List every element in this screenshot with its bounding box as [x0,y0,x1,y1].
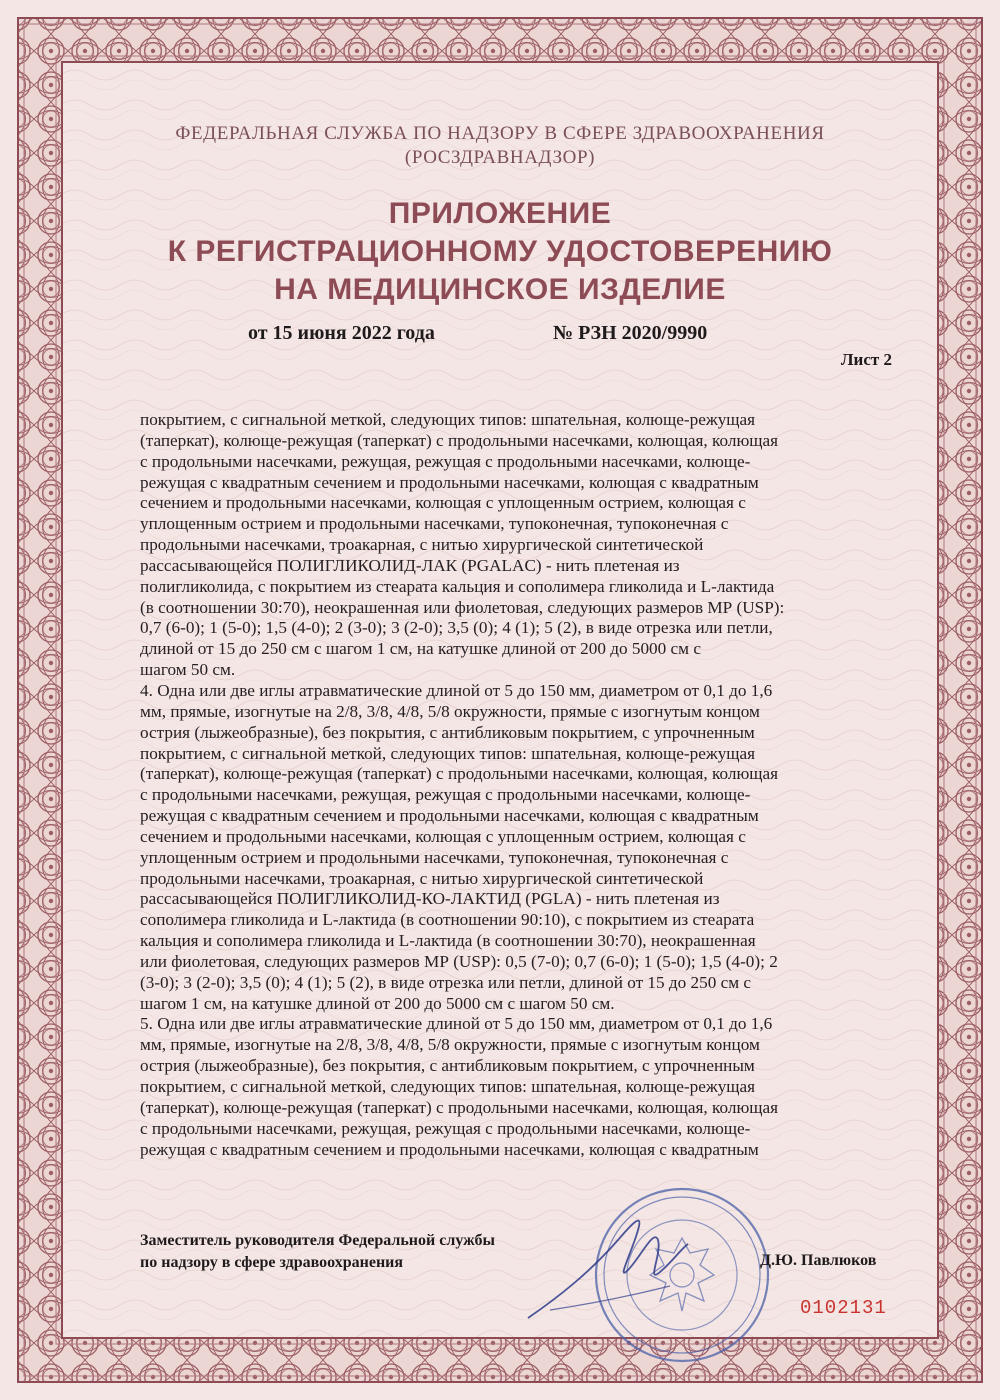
signature [520,1200,700,1330]
body-line: сополимера гликолида и L-лактида (в соотношении 90:10), с покрытием из стеарата [140,910,755,930]
body-line: покрытием, с сигнальной меткой, следующих типов: шпательная, колюще-режущая [140,743,756,763]
body-line: покрытием, с сигнальной меткой, следующих типов: шпательная, колюще-режущая [140,410,756,429]
body-line: или фиолетовая, следующих размеров МР (USP): 0,5 (7-0); 0,7 (6-0); 1 (5-0); 1,5 (4-0); 2 [140,951,778,971]
body-line: сечением и продольными насечками, колющая с уплощенным острием, колющая с [140,826,746,846]
body-line: (таперкат), колюще-режущая (таперкат) с продольными насечками, колющая, колющая [140,764,779,784]
body-line: шагом 50 см. [140,660,236,680]
body-line: 5. Одна или две иглы атравматические длиной от 5 до 150 мм, диаметром от 0,1 до 1,6 [140,1014,773,1034]
issue-date: от 15 июня 2022 года [248,322,435,344]
body-line: острия (лыжеобразные), без покрытия, с антибликовым покрытием, с упрочненным [140,722,755,742]
body-line: длиной от 15 до 250 см с шагом 1 см, на катушке длиной от 200 до 5000 см с [140,639,701,659]
signer-title [140,1230,495,1274]
body-line: покрытием, с сигнальной меткой, следующих типов: шпательная, колюще-режущая [140,1077,756,1096]
sheet-number: Лист 2 [840,350,892,369]
agency-abbr: (РОСЗДРАВНАДЗОР) [404,147,596,168]
body-line: режущая с квадратным сечением и продольными насечками, колющая с квадратным [140,806,759,826]
registration-number: № РЗН 2020/9990 [553,322,708,344]
body-line: рассасывающейся ПОЛИГЛИКОЛИД-ЛАК (PGALAC) - нить плетеная из [140,555,680,575]
body-line: 4. Одна или две иглы атравматические длиной от 5 до 150 мм, диаметром от 0,1 до 1,6 [140,680,773,700]
body-line: с продольными насечками, режущая, режущая с продольными насечками, колюще- [140,785,751,805]
body-line: режущая с квадратным сечением и продольными насечками, колющая с квадратным [140,1139,759,1159]
body-line: (таперкат), колюще-режущая (таперкат) с продольными насечками, колющая, колющая [140,1097,779,1117]
title-line-1: ПРИЛОЖЕНИЕ [388,197,612,230]
body-line: с продольными насечками, режущая, режущая с продольными насечками, колюще- [140,451,751,471]
signer-title-line-2: по надзору в сфере здравоохранения [140,1254,404,1271]
agency-name: ФЕДЕРАЛЬНАЯ СЛУЖБА ПО НАДЗОРУ В СФЕРЕ ЗДРАВООХРАНЕНИЯ [175,123,825,144]
body-line: (таперкат), колюще-режущая (таперкат) с продольными насечками, колющая, колющая [140,430,779,450]
body-line: с продольными насечками, режущая, режущая с продольными насечками, колюще- [140,1118,751,1138]
title-line-3: НА МЕДИЦИНСКОЕ ИЗДЕЛИЕ [274,273,726,306]
agency-header [0,122,1000,170]
body-line: кальция и сополимера гликолида и L-лактида (в соотношении 30:70), неокрашенная [140,931,756,951]
body-text [140,410,870,1160]
body-line: шагом 1 см, на катушке длиной от 200 до 5000 см с шагом 50 см. [140,993,615,1013]
body-line: мм, прямые, изогнутые на 2/8, 3/8, 4/8, 5/8 окружности, прямые с изогнутым концом [140,1035,760,1055]
body-line: мм, прямые, изогнутые на 2/8, 3/8, 4/8, 5/8 окружности, прямые с изогнутым концом [140,701,760,721]
body-line: режущая с квадратным сечением и продольными насечками, колющая с квадратным [140,472,759,492]
body-line: 0,7 (6-0); 1 (5-0); 1,5 (4-0); 2 (3-0); 3 (2-0); 3,5 (0); 4 (1); 5 (2), в виде отрезка или петли, [140,618,773,638]
title-line-2: К РЕГИСТРАЦИОННОМУ УДОСТОВЕРЕНИЮ [167,235,833,268]
body-line: продольными насечками, троакарная, с нитью хирургической синтетической [140,868,704,888]
body-line: уплощенным острием и продольными насечками, тупоконечная, тупоконечная с [140,514,729,534]
body-line: полигликолида, с покрытием из стеарата кальция и сополимера гликолида и L-лактида [140,576,775,596]
signer-title-line-1: Заместитель руководителя Федеральной службы [140,1232,495,1249]
body-line: (3-0); 3 (2-0); 3,5 (0); 4 (1); 5 (2), в виде отрезка или петли, длиной от 15 до 250 см с [140,972,752,992]
body-line: сечением и продольными насечками, колющая с уплощенным острием, колющая с [140,493,746,513]
document-title [0,195,1000,309]
body-line: продольными насечками, троакарная, с нитью хирургической синтетической [140,535,704,555]
serial-number: 0102131 [800,1297,887,1319]
signer-name: Д.Ю. Павлюков [760,1252,877,1269]
body-line: рассасывающейся ПОЛИГЛИКОЛИД-КО-ЛАКТИД (PGLA) - нить плетеная из [140,889,720,909]
body-line: (в соотношении 30:70), неокрашенная или фиолетовая, следующих размеров МР (USP): [140,597,785,617]
body-line: острия (лыжеобразные), без покрытия, с антибликовым покрытием, с упрочненным [140,1056,755,1076]
body-line: уплощенным острием и продольными насечками, тупоконечная, тупоконечная с [140,847,729,867]
